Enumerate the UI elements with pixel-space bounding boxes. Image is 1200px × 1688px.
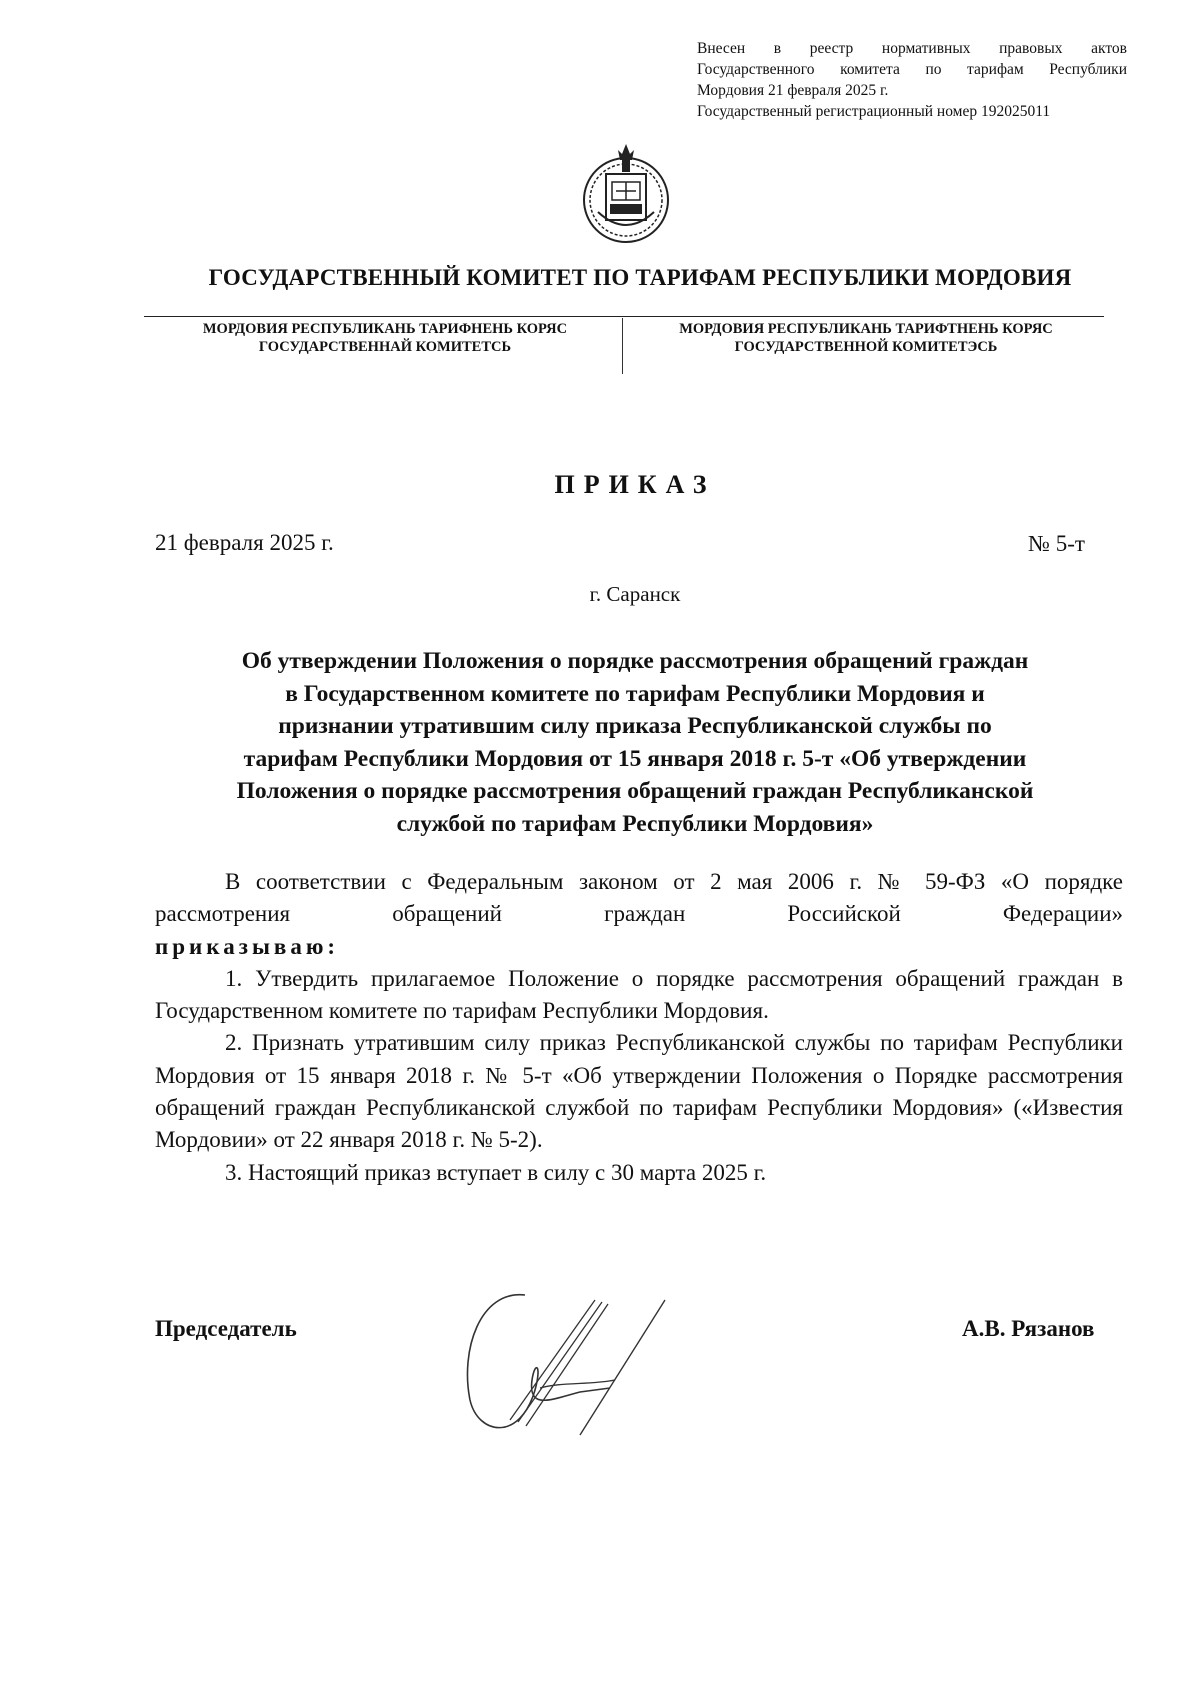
heading-line-2: в Государственном комитете по тарифам Республики Мордовия и [285, 680, 985, 707]
order-heading [140, 645, 1130, 840]
registry-line-1: Внесен в реестр нормативных правовых актов [697, 40, 1127, 57]
heading-line-4: тарифам Республики Мордовия от 15 января 2018 г. 5-т «Об утверждении [243, 745, 1027, 772]
order-body [155, 866, 1123, 1189]
item-2: 2. Признать утратившим силу приказ Республиканской службы по тарифам Республики Мордовия от 15 января 2018 г. № 5-т «Об утверждении Положения о Порядке рассмотрения обращений граждан Республиканской службой по тарифам Республики Мордовия» («Известия Мордовии» от 22 января 2018 г. № 5-2). [155, 1030, 1123, 1153]
heading-line-5: Положения о порядке рассмотрения обращений граждан Республиканской [236, 778, 1034, 804]
item-3: 3. Настоящий приказ вступает в силу с 30 марта 2025 г. [225, 1159, 767, 1185]
subtitle-right-line-2: ГОСУДАРСТВЕННОЙ КОМИТЕТЭСЬ [734, 339, 998, 355]
order-word-text: приказываю: [155, 933, 340, 959]
subtitle-left-line-2: ГОСУДАРСТВЕННАЙ КОМИТЕТСЬ [258, 339, 512, 355]
heading-line-1: Об утверждении Положения о порядке рассмотрения обращений граждан [241, 648, 1029, 674]
organization-title: ГОСУДАРСТВЕННЫЙ КОМИТЕТ ПО ТАРИФАМ РЕСПУБЛИКИ МОРДОВИЯ [208, 265, 1072, 290]
document-type-title: ПРИКАЗ [554, 470, 716, 499]
registry-line-2: Государственного комитета по тарифам Республики [697, 61, 1127, 78]
header-vertical-divider [622, 318, 623, 374]
item-1: 1. Утвердить прилагаемое Положение о порядке рассмотрения обращений граждан в Государственном комитете по тарифам Республики Мордовия. [155, 965, 1123, 1024]
order-date: 21 февраля 2025 г. [155, 530, 334, 555]
registry-note [697, 38, 1127, 122]
subtitle-moksha [160, 320, 610, 356]
registry-line-4: Государственный регистрационный номер 192025011 [697, 103, 1051, 120]
handwritten-signature [440, 1270, 740, 1470]
heading-line-6: службой по тарифам Республики Мордовия» [396, 810, 874, 837]
header-divider [144, 316, 1104, 317]
signatory-name: А.В. Рязанов [962, 1316, 1095, 1341]
coat-of-arms-icon [578, 138, 674, 246]
signatory-position: Председатель [155, 1316, 297, 1341]
order-number: № 5-т [1028, 531, 1085, 556]
preamble-paragraph: В соответствии с Федеральным законом от 2 мая 2006 г. № 59-ФЗ «О порядке рассмотрения обращений граждан Российской Федерации» [155, 869, 1123, 927]
subtitle-right-line-1: МОРДОВИЯ РЕСПУБЛИКАНЬ ТАРИФТНЕНЬ КОРЯС [679, 321, 1053, 337]
order-word [155, 931, 1123, 963]
order-city: г. Саранск [589, 582, 681, 606]
subtitle-left-line-1: МОРДОВИЯ РЕСПУБЛИКАНЬ ТАРИФНЕНЬ КОРЯС [202, 321, 568, 337]
registry-line-3: Мордовия 21 февраля 2025 г. [697, 82, 889, 99]
subtitle-erzya [636, 320, 1096, 356]
heading-line-3: признании утратившим силу приказа Республиканской службы по [278, 713, 992, 739]
